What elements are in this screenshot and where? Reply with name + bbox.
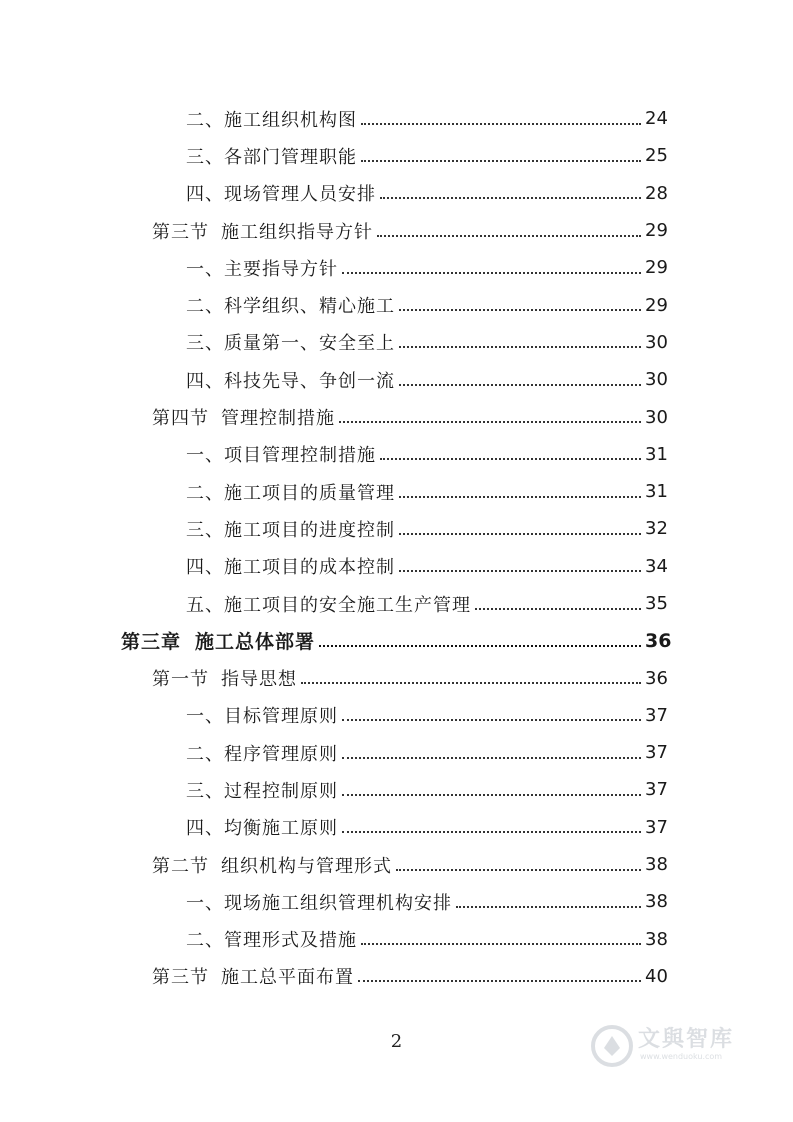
toc-entry-page: 38	[645, 854, 668, 876]
toc-entry-title: 组织机构与管理形式	[221, 852, 394, 878]
toc-entry-page: 38	[645, 928, 668, 950]
toc-dot-leader	[361, 943, 641, 945]
toc-entry-title: 管理控制措施	[221, 404, 337, 430]
toc-entry-title: 施工组织指导方针	[221, 218, 375, 244]
toc-entry[interactable]	[0, 921, 793, 958]
table-of-contents	[0, 100, 793, 995]
toc-entry[interactable]	[0, 659, 793, 696]
toc-entry[interactable]	[0, 175, 793, 212]
toc-entry-title: 施工总平面布置	[221, 963, 356, 989]
toc-entry-page: 40	[645, 965, 668, 987]
toc-entry-title: 项目管理控制措施	[224, 441, 378, 467]
toc-dot-leader	[319, 645, 641, 647]
toc-entry-number: 第三章	[121, 627, 181, 654]
toc-entry-page: 38	[645, 891, 668, 913]
toc-entry-title: 科技先导、争创一流	[224, 367, 397, 393]
toc-entry[interactable]	[0, 622, 793, 659]
toc-dot-leader	[399, 496, 641, 498]
toc-dot-leader	[342, 719, 641, 721]
toc-entry-title: 施工组织机构图	[224, 106, 359, 132]
toc-dot-leader	[456, 906, 641, 908]
toc-entry-number: 二、	[186, 106, 224, 132]
toc-dot-leader	[475, 608, 641, 610]
toc-dot-leader	[380, 197, 641, 199]
watermark	[590, 1020, 760, 1080]
toc-entry-page: 37	[645, 816, 668, 838]
page-number: 2	[390, 1031, 403, 1052]
toc-dot-leader	[399, 570, 641, 572]
toc-entry-title: 程序管理原则	[224, 740, 340, 766]
toc-entry-page: 35	[645, 593, 668, 614]
toc-entry[interactable]	[0, 958, 793, 995]
toc-entry-number: 四、	[186, 814, 224, 840]
toc-entry-title: 施工总体部署	[195, 627, 317, 654]
toc-entry[interactable]	[0, 361, 793, 398]
toc-entry-page: 29	[645, 257, 668, 279]
toc-entry-number: 第一节	[152, 665, 209, 691]
toc-dot-leader	[342, 794, 641, 796]
toc-entry-title: 过程控制原则	[224, 777, 340, 803]
toc-entry-page: 34	[645, 555, 668, 577]
toc-entry-page: 31	[645, 481, 668, 503]
toc-entry-title: 施工项目的安全施工生产管理	[224, 591, 473, 617]
toc-entry-number: 三、	[186, 143, 224, 169]
toc-entry[interactable]	[0, 324, 793, 361]
toc-entry[interactable]	[0, 249, 793, 286]
toc-dot-leader	[399, 346, 641, 348]
toc-entry-title: 均衡施工原则	[224, 814, 340, 840]
toc-entry-number: 二、	[186, 292, 224, 318]
toc-entry[interactable]	[0, 771, 793, 808]
toc-dot-leader	[342, 272, 641, 274]
toc-dot-leader	[377, 235, 641, 237]
toc-entry-number: 四、	[186, 367, 224, 393]
toc-dot-leader	[399, 533, 641, 535]
toc-entry-page: 30	[645, 406, 668, 428]
toc-entry-number: 三、	[186, 777, 224, 803]
toc-dot-leader	[399, 384, 641, 386]
toc-entry[interactable]	[0, 734, 793, 771]
toc-entry-number: 二、	[186, 740, 224, 766]
toc-dot-leader	[342, 831, 641, 833]
toc-entry-page: 37	[645, 779, 668, 801]
toc-entry-number: 一、	[186, 255, 224, 281]
toc-entry-number: 三、	[186, 329, 224, 355]
toc-dot-leader	[361, 123, 641, 125]
toc-entry[interactable]	[0, 212, 793, 249]
toc-entry[interactable]	[0, 436, 793, 473]
toc-dot-leader	[399, 309, 641, 311]
toc-entry-number: 第三节	[152, 218, 209, 244]
toc-entry-number: 一、	[186, 889, 224, 915]
toc-dot-leader	[361, 160, 641, 162]
toc-entry[interactable]	[0, 846, 793, 883]
toc-entry-number: 一、	[186, 702, 224, 728]
watermark-logo-icon	[590, 1024, 634, 1068]
toc-entry-number: 二、	[186, 926, 224, 952]
toc-entry[interactable]	[0, 883, 793, 920]
toc-dot-leader	[342, 757, 641, 759]
toc-entry-page: 25	[645, 145, 668, 167]
toc-entry-number: 第二节	[152, 852, 209, 878]
toc-entry-number: 四、	[186, 180, 224, 206]
toc-entry[interactable]	[0, 697, 793, 734]
watermark-url: www.wenduoku.com	[640, 1052, 723, 1061]
toc-entry-title: 目标管理原则	[224, 702, 340, 728]
toc-entry-title: 现场施工组织管理机构安排	[224, 889, 454, 915]
toc-entry-page: 30	[645, 369, 668, 391]
toc-entry-title: 管理形式及措施	[224, 926, 359, 952]
toc-dot-leader	[358, 980, 641, 982]
toc-entry[interactable]	[0, 398, 793, 435]
toc-entry-number: 第三节	[152, 963, 209, 989]
toc-entry[interactable]	[0, 548, 793, 585]
toc-entry-title: 主要指导方针	[224, 255, 340, 281]
toc-entry-title: 各部门管理职能	[224, 143, 359, 169]
toc-entry[interactable]	[0, 473, 793, 510]
toc-entry-title: 质量第一、安全至上	[224, 329, 397, 355]
toc-entry-title: 科学组织、精心施工	[224, 292, 397, 318]
toc-dot-leader	[301, 682, 641, 684]
toc-entry-number: 第四节	[152, 404, 209, 430]
toc-dot-leader	[339, 421, 641, 423]
toc-entry[interactable]	[0, 137, 793, 174]
toc-entry[interactable]	[0, 286, 793, 323]
toc-entry-number: 二、	[186, 479, 224, 505]
toc-entry-page: 37	[645, 704, 668, 726]
toc-entry-number: 一、	[186, 441, 224, 467]
toc-entry[interactable]	[0, 100, 793, 137]
toc-entry-page: 31	[645, 443, 668, 465]
toc-entry-page: 30	[645, 331, 668, 353]
toc-entry-page: 29	[645, 220, 668, 242]
toc-entry-number: 五、	[186, 591, 224, 617]
toc-entry-page: 28	[645, 182, 668, 204]
toc-entry-title: 指导思想	[221, 665, 299, 691]
toc-entry-page: 32	[645, 518, 668, 540]
toc-entry[interactable]	[0, 585, 793, 622]
toc-entry-page: 36	[645, 667, 668, 689]
toc-entry-title: 施工项目的进度控制	[224, 516, 397, 542]
toc-entry[interactable]	[0, 510, 793, 547]
watermark-text: 文與智库	[638, 1027, 735, 1052]
toc-entry-page: 36	[645, 629, 672, 652]
toc-entry-page: 37	[645, 742, 668, 764]
toc-entry-title: 施工项目的质量管理	[224, 479, 397, 505]
toc-dot-leader	[396, 869, 641, 871]
toc-entry[interactable]	[0, 809, 793, 846]
toc-dot-leader	[380, 458, 641, 460]
toc-entry-title: 现场管理人员安排	[224, 180, 378, 206]
toc-entry-number: 三、	[186, 516, 224, 542]
toc-entry-page: 24	[645, 108, 668, 130]
toc-entry-title: 施工项目的成本控制	[224, 553, 397, 579]
toc-entry-page: 29	[645, 294, 668, 316]
toc-entry-number: 四、	[186, 553, 224, 579]
